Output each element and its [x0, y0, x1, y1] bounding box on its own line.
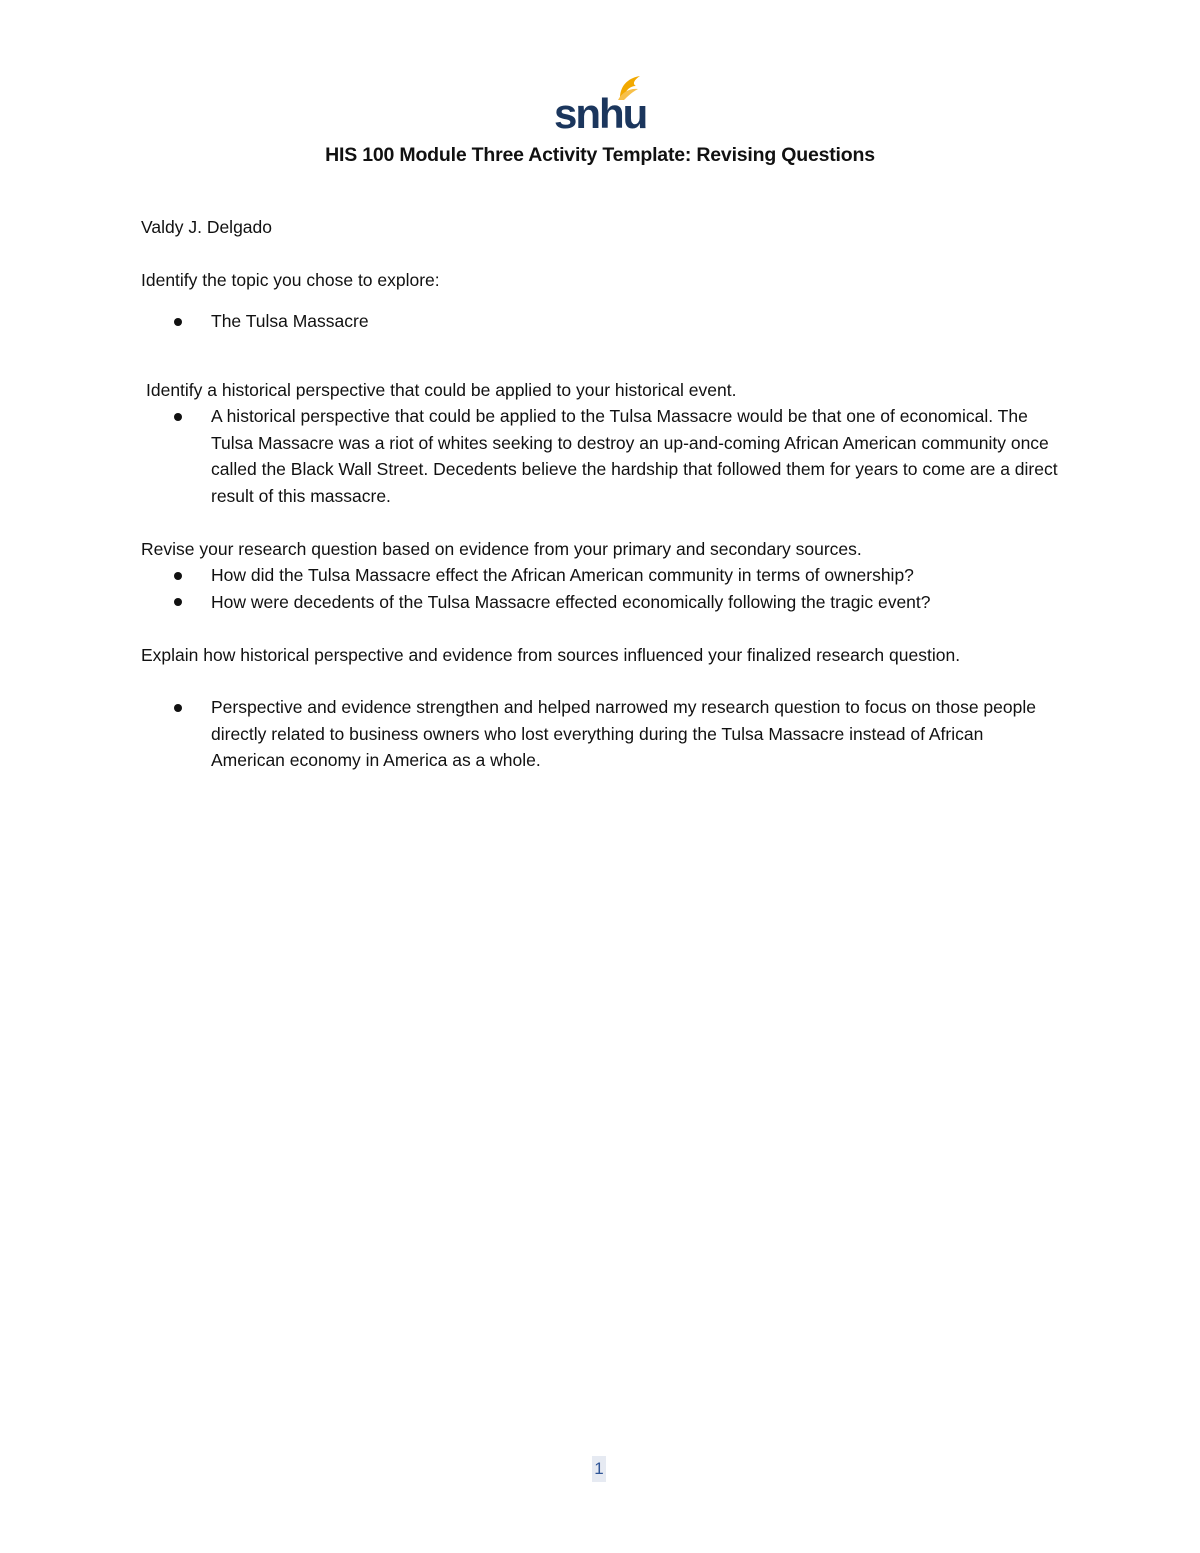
bullet-icon: [174, 572, 182, 580]
list-item: [141, 308, 1061, 335]
snhu-logo-graphic: [550, 70, 646, 134]
snhu-logo: [550, 70, 646, 134]
list-item-text: How did the Tulsa Massacre effect the African American community in terms of ownership?: [211, 565, 914, 585]
list-item: [141, 694, 1061, 774]
list-item: [141, 589, 1061, 616]
svg-text:snhu: snhu: [554, 90, 646, 134]
bullet-list-perspective: [141, 403, 1061, 509]
bullet-list-topic: [141, 308, 1061, 335]
document-title: HIS 100 Module Three Activity Template: Revising Questions: [325, 144, 875, 166]
section-prompt-research-question: Revise your research question based on evidence from your primary and secondary sources.: [141, 539, 862, 559]
list-item: [141, 403, 1061, 509]
bullet-list-research-question: [141, 562, 1061, 615]
list-item: [141, 562, 1061, 589]
bullet-icon: [174, 704, 182, 712]
list-item-text: Perspective and evidence strengthen and helped narrowed my research question to focus on those people directly related to business owners who lost everything during the Tulsa Massacre instead of African American economy in America as a whole.: [211, 697, 1036, 770]
bullet-icon: [174, 598, 182, 606]
page-number: 1: [592, 1456, 606, 1482]
list-item-text: The Tulsa Massacre: [211, 311, 369, 331]
section-prompt-explanation: Explain how historical perspective and evidence from sources influenced your finalized research question.: [141, 645, 961, 665]
list-item-text: A historical perspective that could be applied to the Tulsa Massacre would be that one of economical. The Tulsa Massacre was a riot of whites seeking to destroy an up-and-coming African American community once called the Black Wall Street. Decedents believe the hardship that followed them for years to come are a direct result of this massacre.: [211, 406, 1058, 506]
bullet-list-explanation: [141, 694, 1061, 774]
bullet-icon: [174, 318, 182, 326]
section-prompt-perspective: Identify a historical perspective that could be applied to your historical event.: [146, 380, 737, 400]
list-item-text: How were decedents of the Tulsa Massacre effected economically following the tragic event?: [211, 591, 931, 612]
section-prompt-topic: Identify the topic you chose to explore:: [141, 270, 440, 290]
author-name: Valdy J. Delgado: [141, 217, 273, 237]
bullet-icon: [174, 413, 182, 421]
